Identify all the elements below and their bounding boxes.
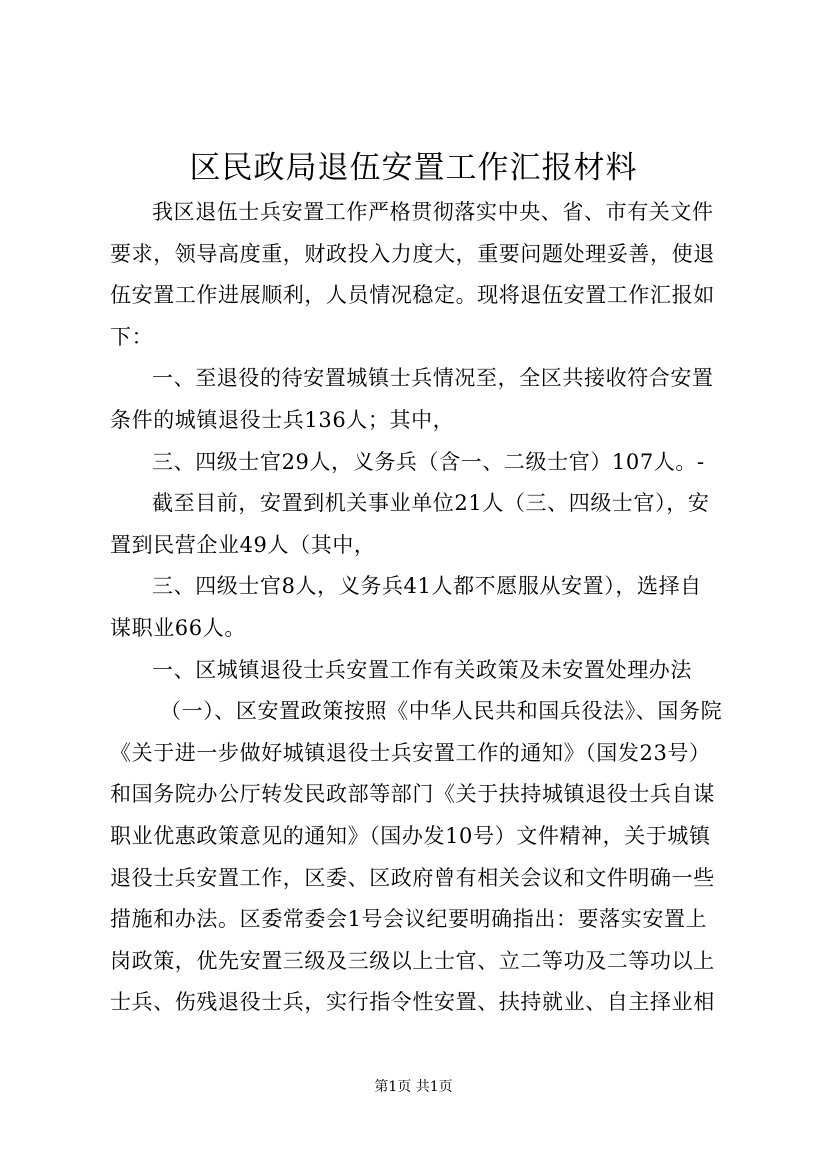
paragraph-line: 我区退伍士兵安置工作严格贯彻落实中央、省、市有关文件 xyxy=(152,200,714,224)
paragraph-line: 下： xyxy=(110,324,154,349)
paragraph-line: 职业优惠政策意见的通知》（国办发10号）文件精神，关于城镇 xyxy=(110,823,711,848)
paragraph-line: 谋职业66人。 xyxy=(110,615,246,640)
paragraph-line: 三、四级士官29人，义务兵（含一、二级士官）107人。- xyxy=(152,449,705,474)
paragraph-line: 要求，领导高度重，财政投入力度大，重要问题处理妥善，使退 xyxy=(110,241,715,266)
paragraph-line: 和国务院办公厅转发民政部等部门《关于扶持城镇退役士兵自谋 xyxy=(110,782,715,807)
paragraph-line: 一、区城镇退役士兵安置工作有关政策及未安置处理办法 xyxy=(152,657,692,682)
paragraph-line: 三、四级士官8人，义务兵41人都不愿服从安置），选择自 xyxy=(152,574,702,599)
paragraph-line: 士兵、伤残退役士兵，实行指令性安置、扶持就业、自主择业相 xyxy=(110,990,715,1015)
document-body xyxy=(110,192,730,1024)
paragraph-line: 一、至退役的待安置城镇士兵情况至，全区共接收符合安置 xyxy=(152,366,714,391)
paragraph-line: 措施和办法。区委常委会1号会议纪要明确指出：要落实安置上 xyxy=(110,907,708,932)
paragraph-line: 置到民营企业49人（其中， xyxy=(110,532,376,557)
paragraph-line: 《关于进一步做好城镇退役士兵安置工作的通知》（国发23号） xyxy=(110,740,711,765)
paragraph-line: 条件的城镇退役士兵136人；其中， xyxy=(110,407,455,432)
paragraph-line: （一）、区安置政策按照《中华人民共和国兵役法》、国务院 xyxy=(160,699,723,724)
paragraph-line: 退役士兵安置工作，区委、区政府曾有相关会议和文件明确一些 xyxy=(110,865,715,890)
paragraph-line: 截至目前，安置到机关事业单位21人（三、四级士官），安 xyxy=(152,491,710,516)
page-footer: 第1页 共1页 xyxy=(374,1079,453,1095)
paragraph-line: 伍安置工作进展顺利，人员情况稳定。现将退伍安置工作汇报如 xyxy=(110,283,715,308)
paragraph-line: 岗政策，优先安置三级及三级以上士官、立二等功及二等功以上 xyxy=(110,948,715,973)
document-title: 区民政局退伍安置工作汇报材料 xyxy=(189,150,638,186)
